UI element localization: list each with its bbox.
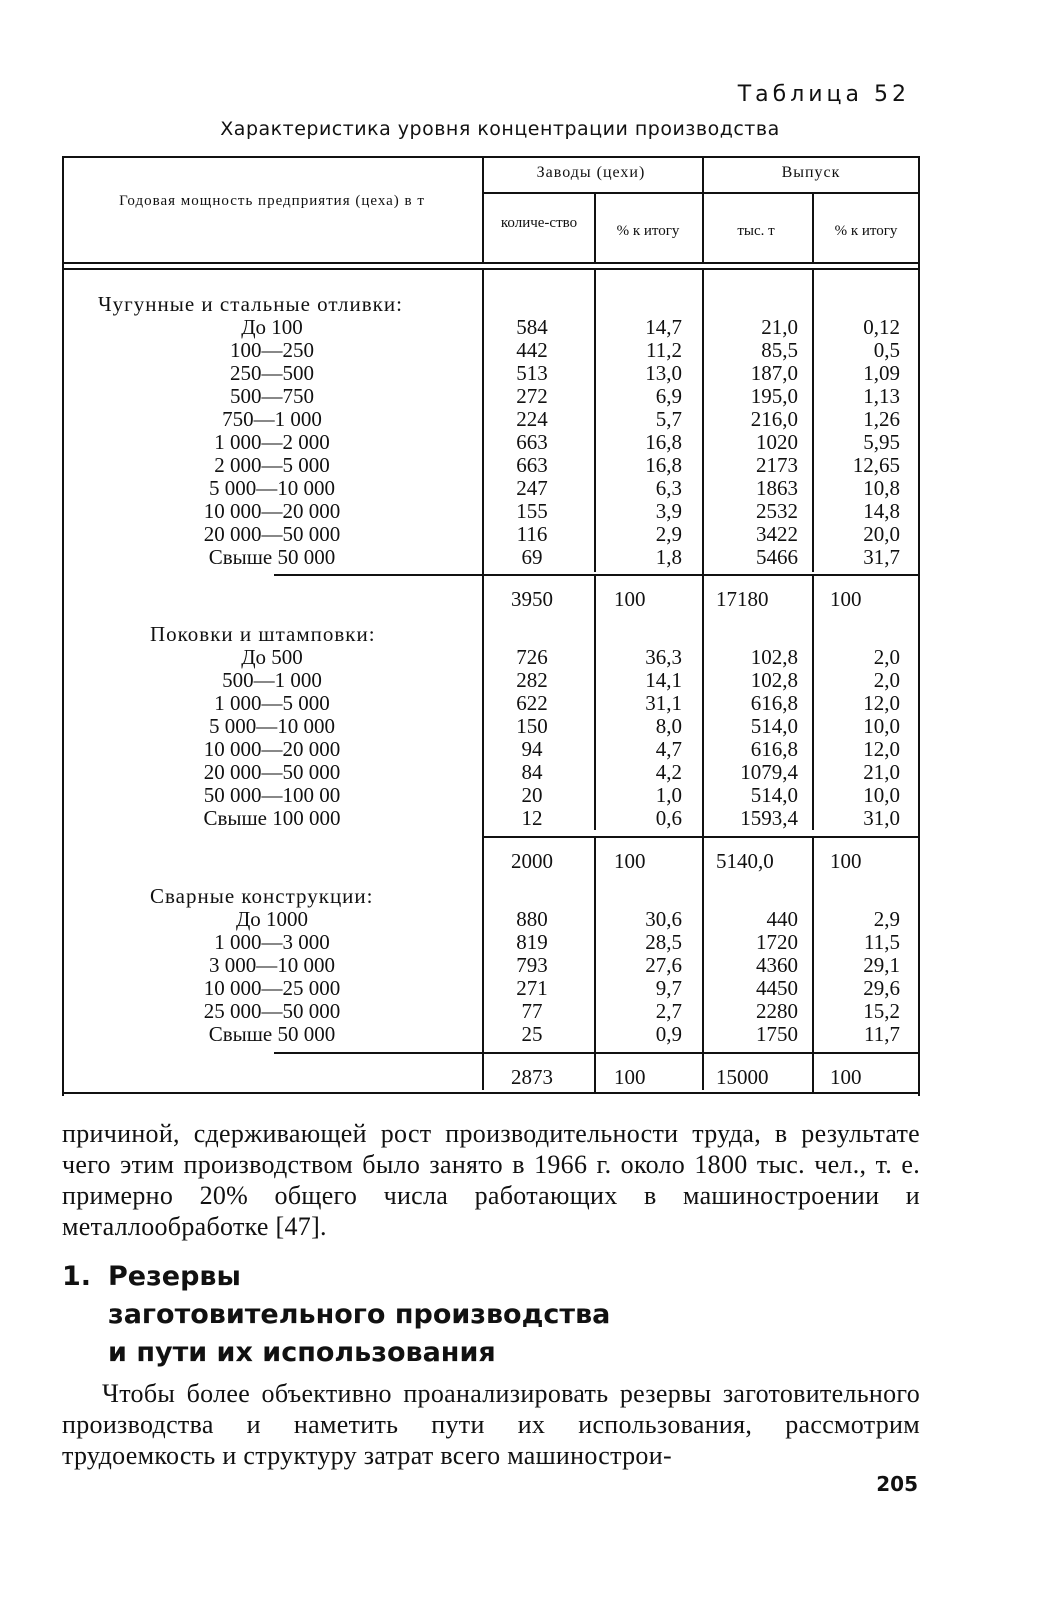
header-plants-group: Заводы (цехи) xyxy=(536,164,646,181)
paragraph-2: Чтобы более объективно проанализировать резервы заготовительного производства и наметить пути их использования, рассмотрим трудоемкость и структуру затрат всего машинострои- xyxy=(62,1379,920,1470)
table-row: 10 000—20 000 94 4,7 616,8 12,0 xyxy=(203,737,900,761)
heading-number: 1. xyxy=(62,1261,92,1292)
table-row: 250—500 513 13,0 187,0 1,09 xyxy=(230,361,900,385)
header-thousand-t: тыс. т xyxy=(737,223,775,239)
table-row: До 100 584 14,7 21,0 0,12 xyxy=(241,315,900,339)
heading-line-2: заготовительного производства xyxy=(108,1299,611,1330)
section-total-row: 3950 100 17180 100 xyxy=(511,587,862,611)
table-row: 20 000—50 000 116 2,9 3422 20,0 xyxy=(203,522,900,546)
header-pct-plants: % к итогу xyxy=(616,223,680,239)
table-row: 5 000—10 000 150 8,0 514,0 10,0 xyxy=(209,714,900,738)
table-row: 750—1 000 224 5,7 216,0 1,26 xyxy=(222,407,900,431)
table-row: 5 000—10 000 247 6,3 1863 10,8 xyxy=(209,476,900,500)
table-row: Свыше 50 000 69 1,8 5466 31,7 xyxy=(208,545,900,569)
table-row: До 500 726 36,3 102,8 2,0 xyxy=(241,645,900,669)
table-caption: Характеристика уровня концентрации производства xyxy=(220,118,780,140)
table-row: До 1000 880 30,6 440 2,9 xyxy=(235,907,900,931)
table-row: 20 000—50 000 84 4,2 1079,4 21,0 xyxy=(203,760,900,784)
section-heading xyxy=(62,1258,610,1372)
section-title-forgings: Поковки и штамповки: xyxy=(150,622,376,646)
table-row: 500—750 272 6,9 195,0 1,13 xyxy=(230,384,900,408)
table-row: 50 000—100 00 20 1,0 514,0 10,0 xyxy=(203,783,900,807)
header-output-group: Выпуск xyxy=(781,164,841,181)
table-row: 1 000—3 000 819 28,5 1720 11,5 xyxy=(214,930,900,954)
section-total-row: 2000 100 5140,0 100 xyxy=(511,849,862,873)
section-title-castings: Чугунные и стальные отливки: xyxy=(98,292,403,316)
table-row: 3 000—10 000 793 27,6 4360 29,1 xyxy=(209,953,900,977)
table-row: 10 000—20 000 155 3,9 2532 14,8 xyxy=(203,499,900,523)
heading-line-3: и пути их использования xyxy=(108,1337,496,1368)
section-title-welded: Сварные конструкции: xyxy=(150,884,374,908)
table-row: 10 000—25 000 271 9,7 4450 29,6 xyxy=(203,976,900,1000)
page-number: 205 xyxy=(876,1472,918,1496)
table-row: 500—1 000 282 14,1 102,8 2,0 xyxy=(222,668,900,692)
table-row: 1 000—2 000 663 16,8 1020 5,95 xyxy=(214,430,900,454)
table-row: Свыше 100 000 12 0,6 1593,4 31,0 xyxy=(203,806,900,830)
table-row: 2 000—5 000 663 16,8 2173 12,65 xyxy=(214,453,900,477)
header-pct-output: % к итогу xyxy=(834,223,898,239)
table-row: 1 000—5 000 622 31,1 616,8 12,0 xyxy=(214,691,900,715)
heading-line-1: Резервы xyxy=(108,1261,241,1292)
table-header xyxy=(62,156,920,264)
table-number-label: Таблица 52 xyxy=(737,82,910,107)
table-row: Свыше 50 000 25 0,9 1750 11,7 xyxy=(208,1022,900,1046)
table-row: 100—250 442 11,2 85,5 0,5 xyxy=(230,338,900,362)
paragraph-1: причиной, сдерживающей рост производительности труда, в результате чего этим производством было занято в 1966 г. около 1800 тыс. чел., т. е. примерно 20% общего числа работающих в машиностроении и металлообработке [47]. xyxy=(62,1119,920,1241)
header-count: количе-ство xyxy=(500,215,578,231)
header-capacity: Годовая мощность предприятия (цеха) в т xyxy=(119,193,425,209)
table-row: 25 000—50 000 77 2,7 2280 15,2 xyxy=(203,999,900,1023)
section-total-row: 2873 100 15000 100 xyxy=(511,1065,862,1089)
